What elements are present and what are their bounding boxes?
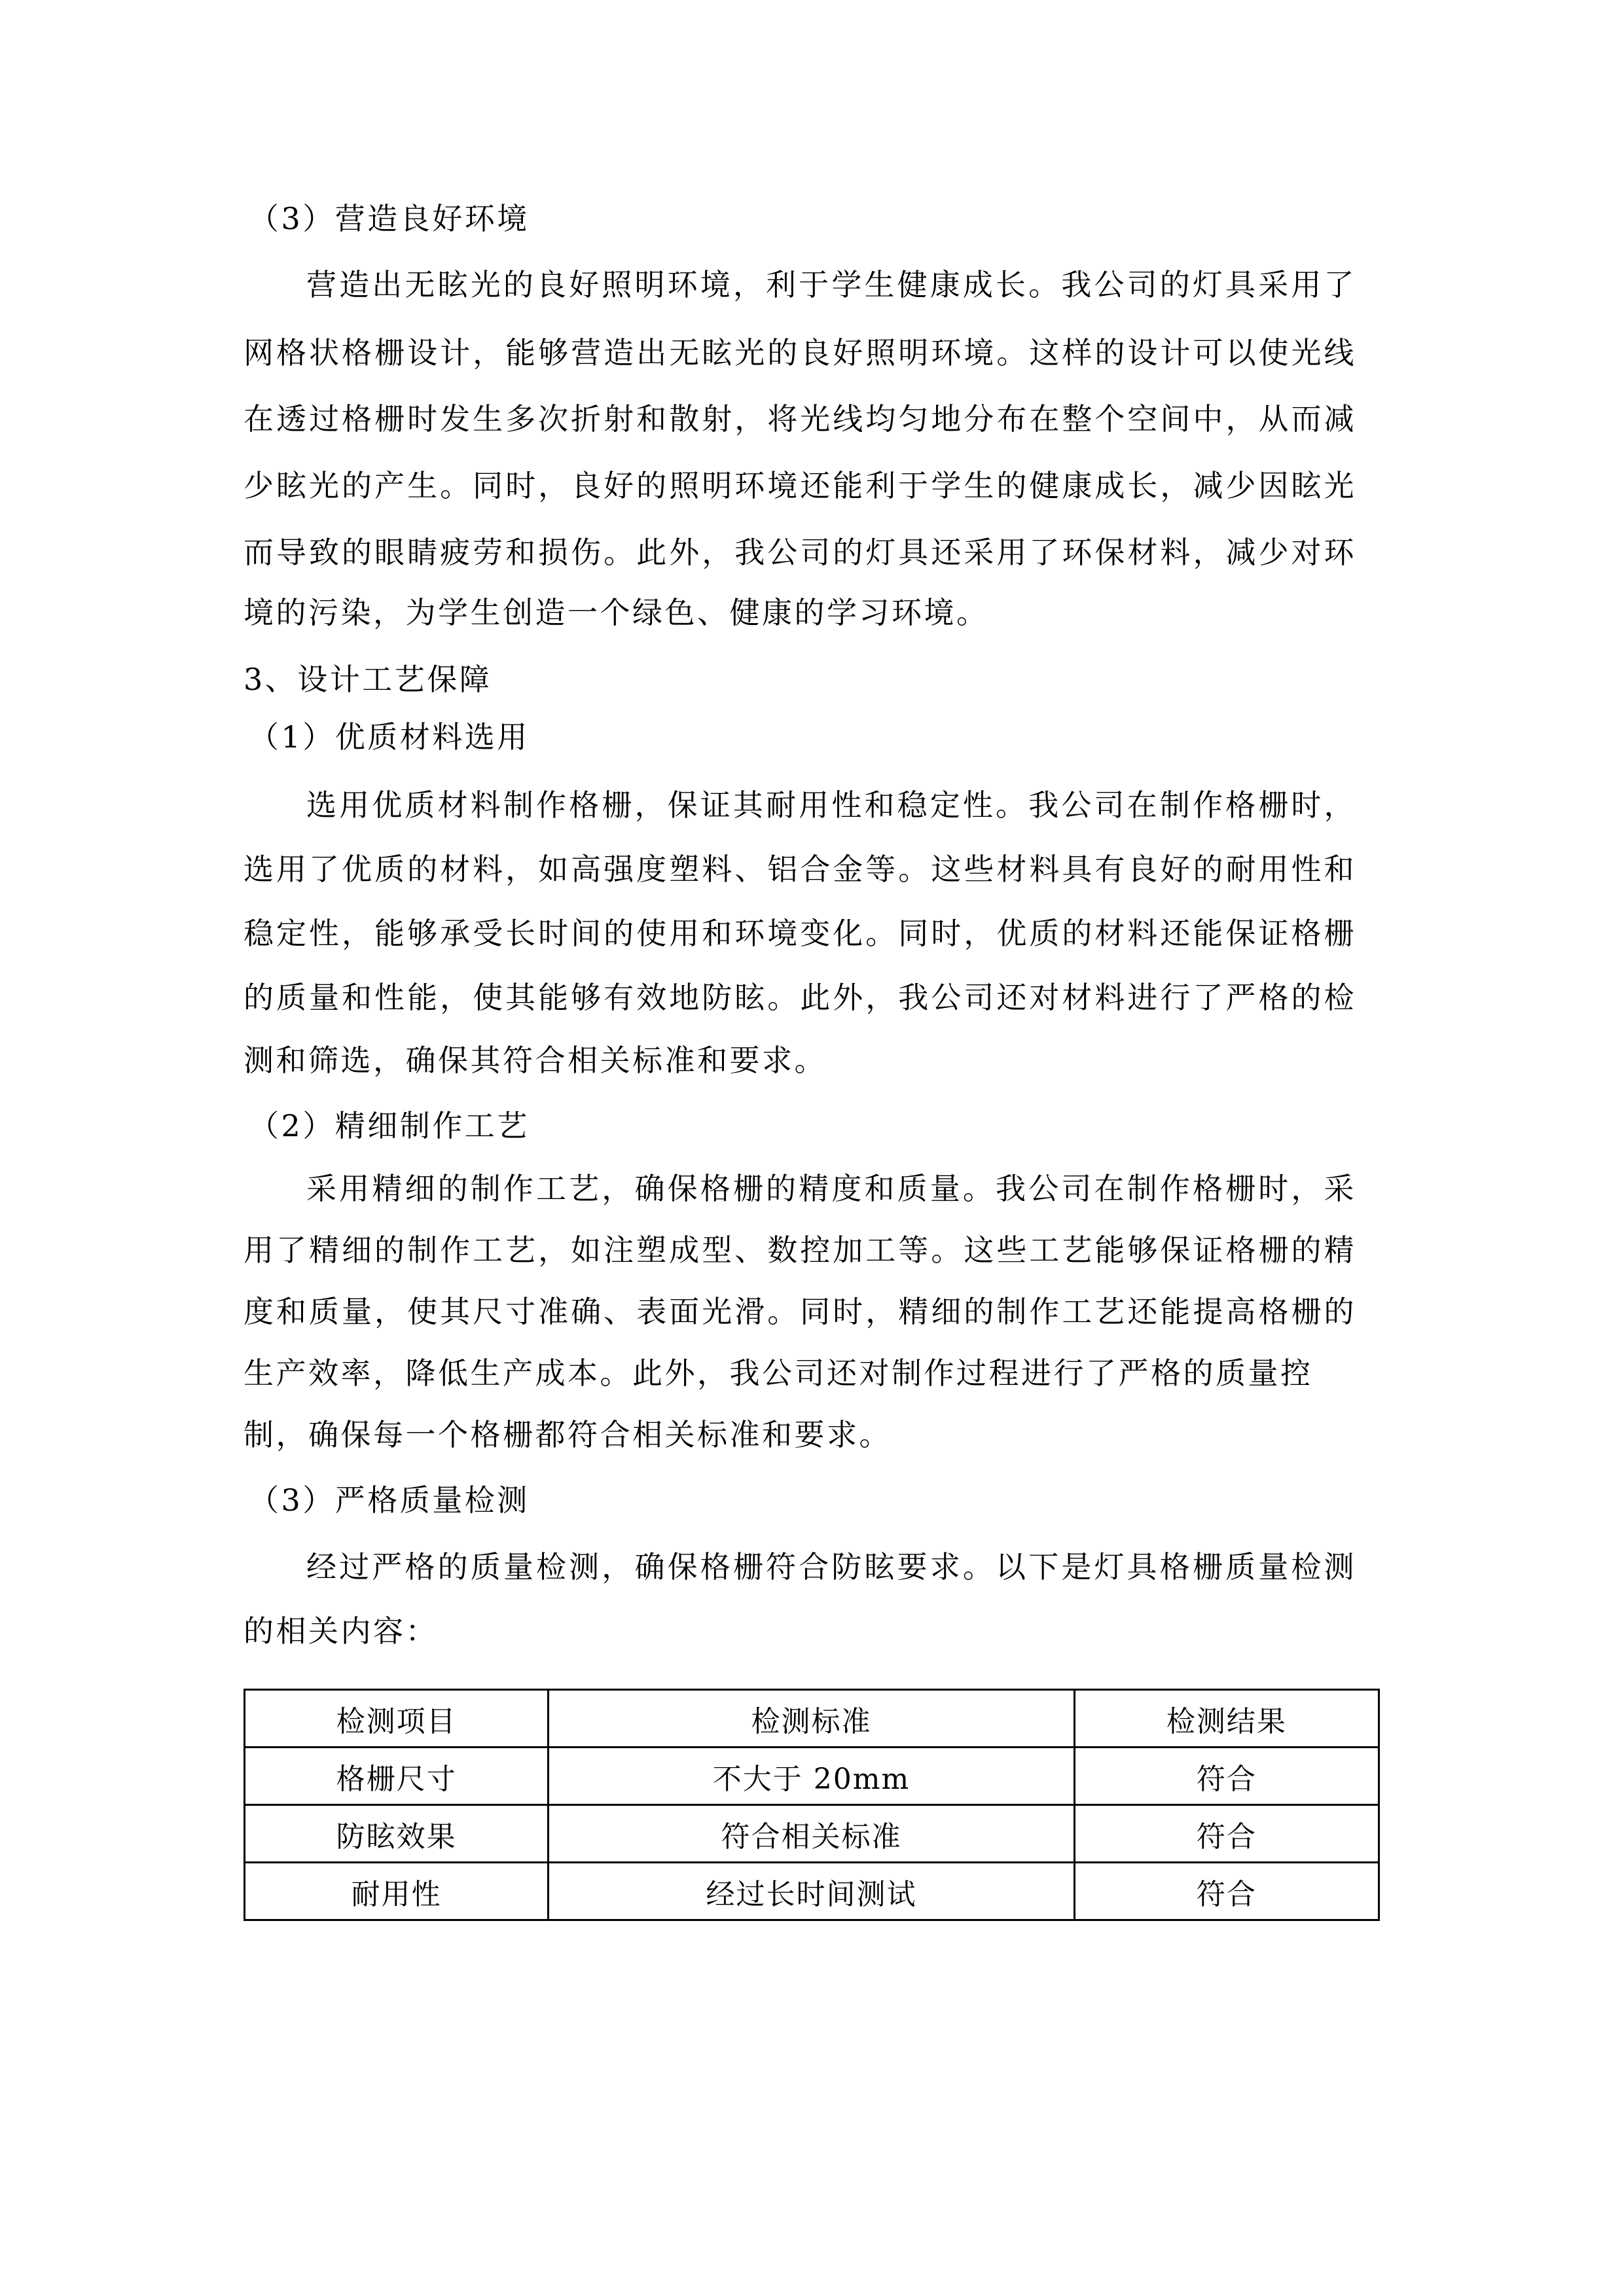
subheading-fine-craftsmanship: （2）精细制作工艺 bbox=[249, 1108, 530, 1143]
paragraph-line: 少眩光的产生。同时，良好的照明环境还能利于学生的健康成长，减少因眩光 bbox=[244, 468, 1356, 503]
header-cell-item: 检测项目 bbox=[245, 1690, 549, 1748]
cell-standard: 不大于 20mm bbox=[549, 1748, 1075, 1805]
paragraph-line: 而导致的眼睛疲劳和损伤。此外，我公司的灯具还采用了环保材料，减少对环 bbox=[244, 535, 1356, 570]
paragraph-line: 网格状格栅设计，能够营造出无眩光的良好照明环境。这样的设计可以使光线 bbox=[244, 335, 1356, 370]
subheading-good-environment: （3）营造良好环境 bbox=[249, 201, 530, 236]
cell-result: 符合 bbox=[1074, 1748, 1379, 1805]
table-row bbox=[245, 1805, 1379, 1863]
paragraph-line: 选用了优质的材料，如高强度塑料、铝合金等。这些材料具有良好的耐用性和 bbox=[244, 852, 1356, 887]
header-cell-result: 检测结果 bbox=[1074, 1690, 1379, 1748]
paragraph-line: 选用优质材料制作格栅，保证其耐用性和稳定性。我公司在制作格栅时， bbox=[306, 787, 1356, 823]
cell-result: 符合 bbox=[1074, 1863, 1379, 1920]
header-cell-standard: 检测标准 bbox=[549, 1690, 1075, 1748]
subheading-quality-materials: （1）优质材料选用 bbox=[249, 719, 530, 755]
paragraph-line: 营造出无眩光的良好照明环境，利于学生健康成长。我公司的灯具采用了 bbox=[306, 267, 1356, 302]
paragraph-line: 用了精细的制作工艺，如注塑成型、数控加工等。这些工艺能够保证格栅的精 bbox=[244, 1232, 1356, 1268]
cell-item: 格栅尺寸 bbox=[245, 1748, 549, 1805]
section-heading-design-process: 3、设计工艺保障 bbox=[244, 662, 492, 697]
table-row bbox=[245, 1863, 1379, 1920]
cell-standard: 经过长时间测试 bbox=[549, 1863, 1075, 1920]
paragraph-line: 的质量和性能，使其能够有效地防眩。此外，我公司还对材料进行了严格的检 bbox=[244, 980, 1356, 1015]
cell-item: 防眩效果 bbox=[245, 1805, 549, 1863]
paragraph-line: 采用精细的制作工艺，确保格栅的精度和质量。我公司在制作格栅时，采 bbox=[306, 1171, 1356, 1206]
cell-item: 耐用性 bbox=[245, 1863, 549, 1920]
cell-standard: 符合相关标准 bbox=[549, 1805, 1075, 1863]
paragraph-line: 的相关内容： bbox=[244, 1613, 438, 1649]
paragraph-line: 在透过格栅时发生多次折射和散射，将光线均匀地分布在整个空间中，从而减 bbox=[244, 401, 1356, 437]
paragraph-line: 稳定性，能够承受长时间的使用和环境变化。同时，优质的材料还能保证格栅 bbox=[244, 916, 1356, 951]
table-header-row bbox=[245, 1690, 1379, 1748]
paragraph-line: 制，确保每一个格栅都符合相关标准和要求。 bbox=[244, 1417, 892, 1452]
paragraph-line: 度和质量，使其尺寸准确、表面光滑。同时，精细的制作工艺还能提高格栅的 bbox=[244, 1294, 1356, 1329]
paragraph-line: 境的污染，为学生创造一个绿色、健康的学习环境。 bbox=[244, 595, 989, 630]
subheading-quality-inspection: （3）严格质量检测 bbox=[249, 1482, 530, 1518]
paragraph-line: 测和筛选，确保其符合相关标准和要求。 bbox=[244, 1043, 827, 1078]
paragraph-line: 生产效率，降低生产成本。此外，我公司还对制作过程进行了严格的质量控 bbox=[244, 1355, 1313, 1391]
inspection-table bbox=[244, 1689, 1380, 1921]
paragraph-line: 经过严格的质量检测，确保格栅符合防眩要求。以下是灯具格栅质量检测 bbox=[306, 1549, 1356, 1585]
table-row bbox=[245, 1748, 1379, 1805]
cell-result: 符合 bbox=[1074, 1805, 1379, 1863]
